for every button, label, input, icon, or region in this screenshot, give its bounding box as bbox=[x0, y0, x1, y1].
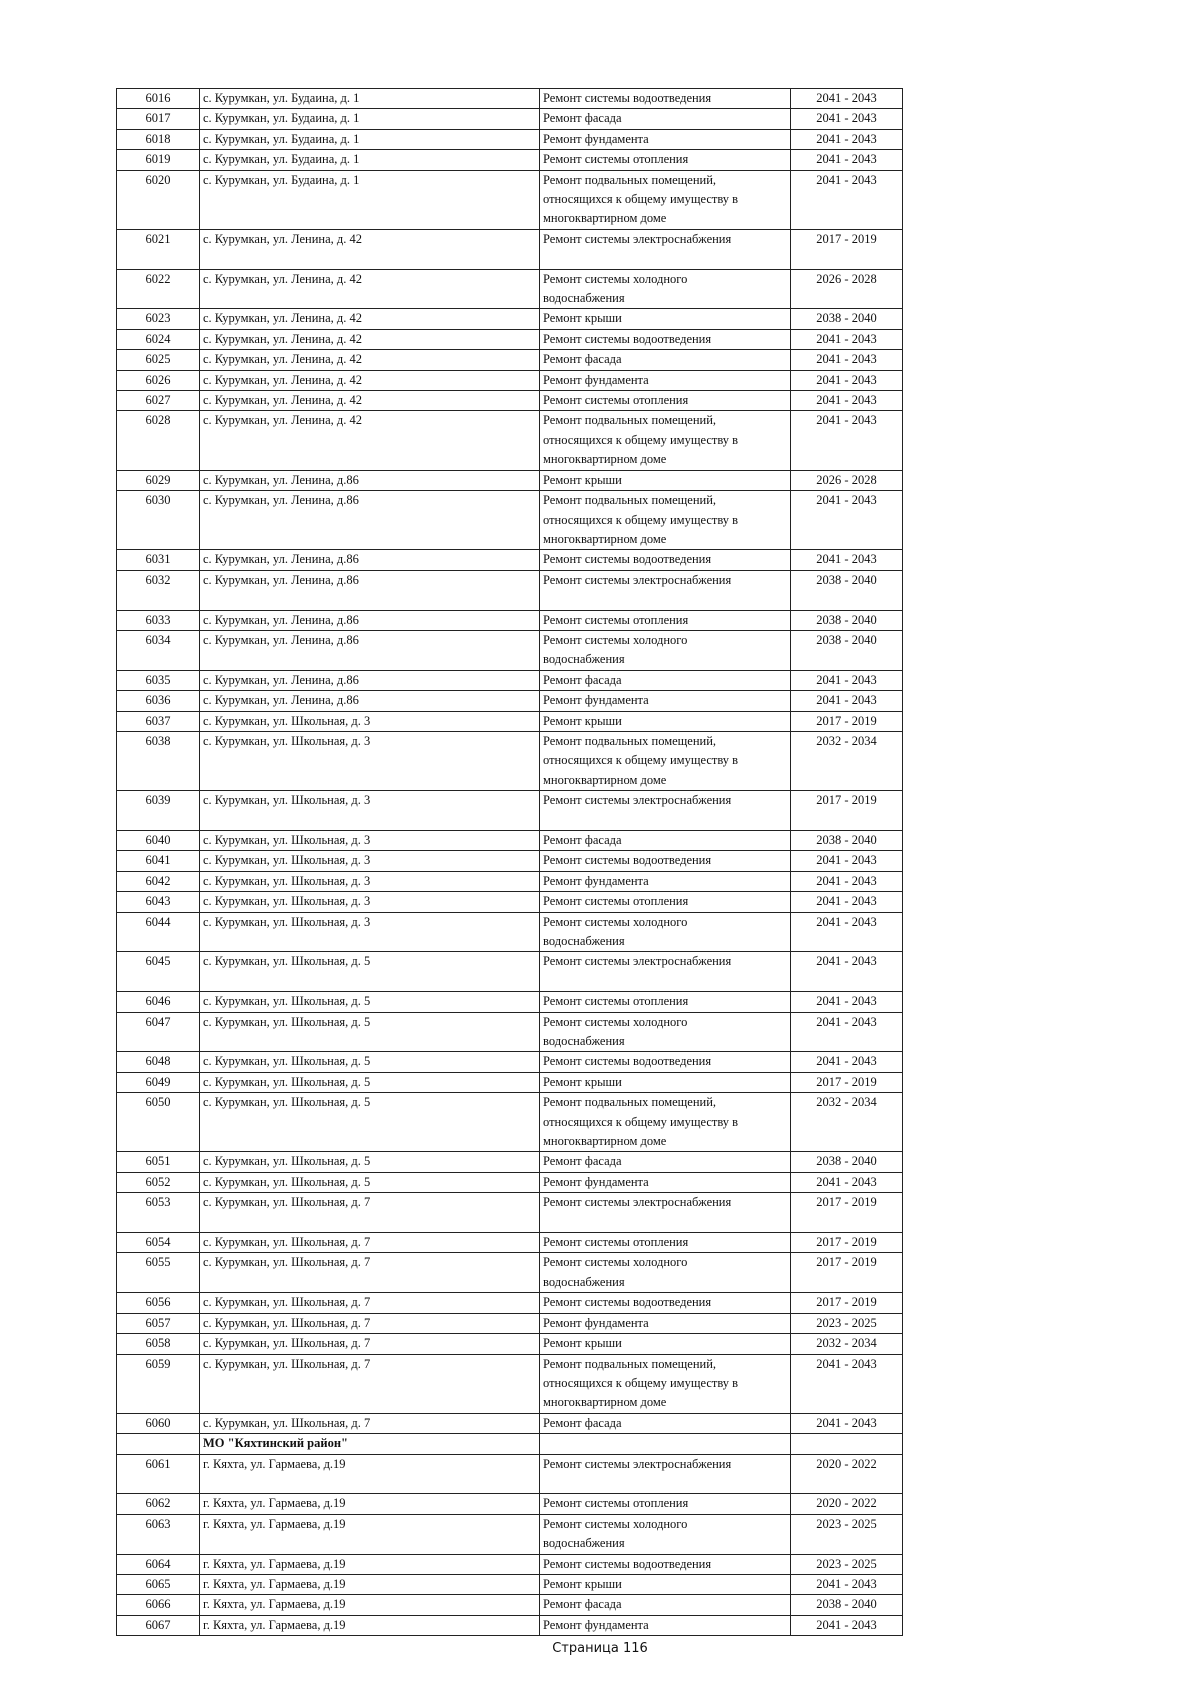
address-cell: с. Курумкан, ул. Ленина, д. 42 bbox=[200, 329, 540, 349]
address-cell: с. Курумкан, ул. Школьная, д. 3 bbox=[200, 871, 540, 891]
period-cell: 2017 - 2019 bbox=[791, 711, 903, 731]
period-cell: 2041 - 2043 bbox=[791, 1354, 903, 1413]
table-row bbox=[117, 731, 903, 790]
work-type-cell: Ремонт крыши bbox=[540, 711, 791, 731]
address-cell: с. Курумкан, ул. Ленина, д. 42 bbox=[200, 391, 540, 411]
row-number: 6042 bbox=[117, 871, 200, 891]
work-type-cell: Ремонт фасада bbox=[540, 1413, 791, 1433]
row-number: 6017 bbox=[117, 109, 200, 129]
table-body bbox=[117, 89, 903, 1636]
row-number: 6059 bbox=[117, 1354, 200, 1413]
row-number: 6026 bbox=[117, 370, 200, 390]
row-number: 6018 bbox=[117, 129, 200, 149]
table-row bbox=[117, 952, 903, 992]
work-type-cell: Ремонт системы отопления bbox=[540, 150, 791, 170]
table-row bbox=[117, 1595, 903, 1615]
period-cell: 2041 - 2043 bbox=[791, 150, 903, 170]
table-row bbox=[117, 1514, 903, 1554]
table-row bbox=[117, 1313, 903, 1333]
address-cell: с. Курумкан, ул. Ленина, д. 42 bbox=[200, 350, 540, 370]
address-cell: с. Курумкан, ул. Школьная, д. 3 bbox=[200, 711, 540, 731]
address-cell: с. Курумкан, ул. Ленина, д. 42 bbox=[200, 229, 540, 269]
work-type-cell: Ремонт системы холодного водоснабжения bbox=[540, 1514, 791, 1554]
table-row bbox=[117, 1334, 903, 1354]
address-cell: с. Курумкан, ул. Школьная, д. 7 bbox=[200, 1193, 540, 1233]
period-cell: 2041 - 2043 bbox=[791, 670, 903, 690]
address-cell: с. Курумкан, ул. Школьная, д. 3 bbox=[200, 851, 540, 871]
address-cell: с. Курумкан, ул. Ленина, д. 42 bbox=[200, 309, 540, 329]
row-number: 6047 bbox=[117, 1012, 200, 1052]
period-cell: 2041 - 2043 bbox=[791, 892, 903, 912]
work-type-cell: Ремонт крыши bbox=[540, 1072, 791, 1092]
row-number: 6063 bbox=[117, 1514, 200, 1554]
address-cell: с. Курумкан, ул. Школьная, д. 5 bbox=[200, 1012, 540, 1052]
period-cell: 2041 - 2043 bbox=[791, 1012, 903, 1052]
table-row bbox=[117, 912, 903, 952]
table-row bbox=[117, 1454, 903, 1494]
row-number: 6025 bbox=[117, 350, 200, 370]
address-cell: с. Курумкан, ул. Ленина, д.86 bbox=[200, 491, 540, 550]
row-number: 6050 bbox=[117, 1093, 200, 1152]
row-number: 6032 bbox=[117, 570, 200, 610]
period-cell: 2041 - 2043 bbox=[791, 851, 903, 871]
row-number: 6040 bbox=[117, 830, 200, 850]
address-cell: с. Курумкан, ул. Школьная, д. 3 bbox=[200, 892, 540, 912]
work-type-cell: Ремонт подвальных помещений, относящихся к общему имуществу в многоквартирном доме bbox=[540, 411, 791, 470]
table-row bbox=[117, 470, 903, 490]
row-number: 6016 bbox=[117, 89, 200, 109]
address-cell: с. Курумкан, ул. Школьная, д. 7 bbox=[200, 1413, 540, 1433]
work-type-cell: Ремонт крыши bbox=[540, 1334, 791, 1354]
work-type-cell: Ремонт системы электроснабжения bbox=[540, 229, 791, 269]
work-type-cell: Ремонт крыши bbox=[540, 309, 791, 329]
work-type-cell: Ремонт системы электроснабжения bbox=[540, 1454, 791, 1494]
row-number: 6039 bbox=[117, 791, 200, 831]
section-period-cell bbox=[791, 1434, 903, 1454]
row-number: 6019 bbox=[117, 150, 200, 170]
period-cell: 2017 - 2019 bbox=[791, 791, 903, 831]
address-cell: с. Курумкан, ул. Школьная, д. 7 bbox=[200, 1354, 540, 1413]
table-row bbox=[117, 570, 903, 610]
row-number: 6023 bbox=[117, 309, 200, 329]
work-type-cell: Ремонт системы водоотведения bbox=[540, 89, 791, 109]
period-cell: 2038 - 2040 bbox=[791, 830, 903, 850]
work-type-cell: Ремонт системы холодного водоснабжения bbox=[540, 1012, 791, 1052]
period-cell: 2041 - 2043 bbox=[791, 992, 903, 1012]
period-cell: 2041 - 2043 bbox=[791, 391, 903, 411]
period-cell: 2041 - 2043 bbox=[791, 370, 903, 390]
address-cell: с. Курумкан, ул. Школьная, д. 5 bbox=[200, 1172, 540, 1192]
work-type-cell: Ремонт системы водоотведения bbox=[540, 329, 791, 349]
row-number: 6020 bbox=[117, 170, 200, 229]
work-type-cell: Ремонт фасада bbox=[540, 1595, 791, 1615]
work-type-cell: Ремонт подвальных помещений, относящихся к общему имуществу в многоквартирном доме bbox=[540, 170, 791, 229]
table-row bbox=[117, 992, 903, 1012]
address-cell: с. Курумкан, ул. Школьная, д. 3 bbox=[200, 731, 540, 790]
address-cell: с. Курумкан, ул. Ленина, д.86 bbox=[200, 570, 540, 610]
address-cell: г. Кяхта, ул. Гармаева, д.19 bbox=[200, 1574, 540, 1594]
row-number: 6021 bbox=[117, 229, 200, 269]
table-row bbox=[117, 1574, 903, 1594]
work-type-cell: Ремонт фундамента bbox=[540, 871, 791, 891]
table-row bbox=[117, 1072, 903, 1092]
table-row bbox=[117, 350, 903, 370]
table-row bbox=[117, 1413, 903, 1433]
table-row bbox=[117, 109, 903, 129]
work-type-cell: Ремонт системы водоотведения bbox=[540, 550, 791, 570]
address-cell: с. Курумкан, ул. Школьная, д. 7 bbox=[200, 1313, 540, 1333]
table-row bbox=[117, 1012, 903, 1052]
table-row bbox=[117, 1152, 903, 1172]
period-cell: 2041 - 2043 bbox=[791, 691, 903, 711]
work-type-cell: Ремонт подвальных помещений, относящихся к общему имуществу в многоквартирном доме bbox=[540, 1093, 791, 1152]
period-cell: 2038 - 2040 bbox=[791, 1595, 903, 1615]
period-cell: 2017 - 2019 bbox=[791, 1072, 903, 1092]
work-type-cell: Ремонт системы водоотведения bbox=[540, 1293, 791, 1313]
table-row bbox=[117, 170, 903, 229]
row-number: 6056 bbox=[117, 1293, 200, 1313]
row-number: 6037 bbox=[117, 711, 200, 731]
row-number: 6030 bbox=[117, 491, 200, 550]
address-cell: с. Курумкан, ул. Школьная, д. 5 bbox=[200, 1093, 540, 1152]
period-cell: 2032 - 2034 bbox=[791, 1334, 903, 1354]
work-type-cell: Ремонт фасада bbox=[540, 670, 791, 690]
address-cell: с. Курумкан, ул. Ленина, д.86 bbox=[200, 630, 540, 670]
table-row bbox=[117, 229, 903, 269]
address-cell: с. Курумкан, ул. Школьная, д. 3 bbox=[200, 830, 540, 850]
work-type-cell: Ремонт системы электроснабжения bbox=[540, 1193, 791, 1233]
period-cell: 2032 - 2034 bbox=[791, 1093, 903, 1152]
work-type-cell: Ремонт системы отопления bbox=[540, 992, 791, 1012]
row-number: 6028 bbox=[117, 411, 200, 470]
row-number: 6062 bbox=[117, 1494, 200, 1514]
row-number: 6034 bbox=[117, 630, 200, 670]
row-number: 6049 bbox=[117, 1072, 200, 1092]
work-type-cell: Ремонт фасада bbox=[540, 1152, 791, 1172]
address-cell: с. Курумкан, ул. Ленина, д. 42 bbox=[200, 269, 540, 309]
address-cell: с. Курумкан, ул. Школьная, д. 5 bbox=[200, 1152, 540, 1172]
section-num-cell bbox=[117, 1434, 200, 1454]
table-row bbox=[117, 491, 903, 550]
period-cell: 2017 - 2019 bbox=[791, 1193, 903, 1233]
period-cell: 2041 - 2043 bbox=[791, 329, 903, 349]
table-row bbox=[117, 830, 903, 850]
address-cell: с. Курумкан, ул. Школьная, д. 5 bbox=[200, 1052, 540, 1072]
address-cell: с. Курумкан, ул. Школьная, д. 5 bbox=[200, 952, 540, 992]
address-cell: с. Курумкан, ул. Школьная, д. 3 bbox=[200, 791, 540, 831]
period-cell: 2041 - 2043 bbox=[791, 170, 903, 229]
address-cell: с. Курумкан, ул. Школьная, д. 7 bbox=[200, 1233, 540, 1253]
period-cell: 2041 - 2043 bbox=[791, 129, 903, 149]
table-row bbox=[117, 1193, 903, 1233]
address-cell: с. Курумкан, ул. Школьная, д. 7 bbox=[200, 1334, 540, 1354]
table-row bbox=[117, 711, 903, 731]
table-row bbox=[117, 370, 903, 390]
work-type-cell: Ремонт фундамента bbox=[540, 1313, 791, 1333]
period-cell: 2017 - 2019 bbox=[791, 1253, 903, 1293]
address-cell: с. Курумкан, ул. Школьная, д. 3 bbox=[200, 912, 540, 952]
work-type-cell: Ремонт системы водоотведения bbox=[540, 851, 791, 871]
period-cell: 2017 - 2019 bbox=[791, 229, 903, 269]
period-cell: 2017 - 2019 bbox=[791, 1233, 903, 1253]
row-number: 6064 bbox=[117, 1554, 200, 1574]
work-type-cell: Ремонт подвальных помещений, относящихся к общему имуществу в многоквартирном доме bbox=[540, 1354, 791, 1413]
address-cell: г. Кяхта, ул. Гармаева, д.19 bbox=[200, 1454, 540, 1494]
row-number: 6053 bbox=[117, 1193, 200, 1233]
work-type-cell: Ремонт системы холодного водоснабжения bbox=[540, 912, 791, 952]
table-row bbox=[117, 1615, 903, 1635]
row-number: 6022 bbox=[117, 269, 200, 309]
row-number: 6048 bbox=[117, 1052, 200, 1072]
row-number: 6065 bbox=[117, 1574, 200, 1594]
period-cell: 2032 - 2034 bbox=[791, 731, 903, 790]
table-row bbox=[117, 871, 903, 891]
table-row bbox=[117, 670, 903, 690]
address-cell: с. Курумкан, ул. Школьная, д. 7 bbox=[200, 1293, 540, 1313]
period-cell: 2041 - 2043 bbox=[791, 1413, 903, 1433]
address-cell: с. Курумкан, ул. Ленина, д. 42 bbox=[200, 370, 540, 390]
address-cell: с. Курумкан, ул. Ленина, д. 42 bbox=[200, 411, 540, 470]
row-number: 6035 bbox=[117, 670, 200, 690]
work-type-cell: Ремонт фундамента bbox=[540, 691, 791, 711]
table-row bbox=[117, 89, 903, 109]
section-title: МО "Кяхтинский район" bbox=[200, 1434, 540, 1454]
row-number: 6066 bbox=[117, 1595, 200, 1615]
row-number: 6054 bbox=[117, 1233, 200, 1253]
work-type-cell: Ремонт системы холодного водоснабжения bbox=[540, 630, 791, 670]
address-cell: г. Кяхта, ул. Гармаева, д.19 bbox=[200, 1494, 540, 1514]
period-cell: 2023 - 2025 bbox=[791, 1514, 903, 1554]
address-cell: г. Кяхта, ул. Гармаева, д.19 bbox=[200, 1595, 540, 1615]
section-work-cell bbox=[540, 1434, 791, 1454]
row-number: 6043 bbox=[117, 892, 200, 912]
period-cell: 2026 - 2028 bbox=[791, 470, 903, 490]
work-type-cell: Ремонт системы холодного водоснабжения bbox=[540, 1253, 791, 1293]
address-cell: с. Курумкан, ул. Будаина, д. 1 bbox=[200, 170, 540, 229]
table-row bbox=[117, 1093, 903, 1152]
work-type-cell: Ремонт системы водоотведения bbox=[540, 1052, 791, 1072]
period-cell: 2026 - 2028 bbox=[791, 269, 903, 309]
table-row bbox=[117, 851, 903, 871]
period-cell: 2041 - 2043 bbox=[791, 550, 903, 570]
period-cell: 2038 - 2040 bbox=[791, 610, 903, 630]
work-type-cell: Ремонт системы водоотведения bbox=[540, 1554, 791, 1574]
row-number: 6055 bbox=[117, 1253, 200, 1293]
page-number: Страница 116 bbox=[552, 1641, 648, 1656]
period-cell: 2020 - 2022 bbox=[791, 1454, 903, 1494]
period-cell: 2041 - 2043 bbox=[791, 1615, 903, 1635]
period-cell: 2041 - 2043 bbox=[791, 871, 903, 891]
row-number: 6045 bbox=[117, 952, 200, 992]
work-type-cell: Ремонт системы отопления bbox=[540, 610, 791, 630]
table-row bbox=[117, 1354, 903, 1413]
work-type-cell: Ремонт подвальных помещений, относящихся к общему имуществу в многоквартирном доме bbox=[540, 731, 791, 790]
period-cell: 2038 - 2040 bbox=[791, 630, 903, 670]
period-cell: 2038 - 2040 bbox=[791, 309, 903, 329]
address-cell: с. Курумкан, ул. Ленина, д.86 bbox=[200, 610, 540, 630]
work-type-cell: Ремонт подвальных помещений, относящихся к общему имуществу в многоквартирном доме bbox=[540, 491, 791, 550]
table-row bbox=[117, 411, 903, 470]
work-type-cell: Ремонт крыши bbox=[540, 1574, 791, 1594]
address-cell: с. Курумкан, ул. Школьная, д. 5 bbox=[200, 992, 540, 1012]
period-cell: 2038 - 2040 bbox=[791, 570, 903, 610]
row-number: 6044 bbox=[117, 912, 200, 952]
address-cell: с. Курумкан, ул. Ленина, д.86 bbox=[200, 550, 540, 570]
table-row bbox=[117, 791, 903, 831]
row-number: 6031 bbox=[117, 550, 200, 570]
work-type-cell: Ремонт системы отопления bbox=[540, 1233, 791, 1253]
period-cell: 2023 - 2025 bbox=[791, 1554, 903, 1574]
section-header-row bbox=[117, 1434, 903, 1454]
address-cell: с. Курумкан, ул. Ленина, д.86 bbox=[200, 691, 540, 711]
work-type-cell: Ремонт фундамента bbox=[540, 370, 791, 390]
period-cell: 2017 - 2019 bbox=[791, 1293, 903, 1313]
table-row bbox=[117, 1233, 903, 1253]
row-number: 6036 bbox=[117, 691, 200, 711]
period-cell: 2041 - 2043 bbox=[791, 350, 903, 370]
work-type-cell: Ремонт крыши bbox=[540, 470, 791, 490]
work-type-cell: Ремонт системы электроснабжения bbox=[540, 952, 791, 992]
period-cell: 2038 - 2040 bbox=[791, 1152, 903, 1172]
row-number: 6060 bbox=[117, 1413, 200, 1433]
period-cell: 2041 - 2043 bbox=[791, 491, 903, 550]
work-type-cell: Ремонт фундамента bbox=[540, 1172, 791, 1192]
table-row bbox=[117, 630, 903, 670]
row-number: 6051 bbox=[117, 1152, 200, 1172]
row-number: 6027 bbox=[117, 391, 200, 411]
work-type-cell: Ремонт фундамента bbox=[540, 1615, 791, 1635]
row-number: 6061 bbox=[117, 1454, 200, 1494]
row-number: 6029 bbox=[117, 470, 200, 490]
address-cell: с. Курумкан, ул. Будаина, д. 1 bbox=[200, 89, 540, 109]
period-cell: 2041 - 2043 bbox=[791, 109, 903, 129]
table-row bbox=[117, 610, 903, 630]
address-cell: с. Курумкан, ул. Будаина, д. 1 bbox=[200, 129, 540, 149]
table-row bbox=[117, 150, 903, 170]
table-row bbox=[117, 391, 903, 411]
row-number: 6057 bbox=[117, 1313, 200, 1333]
table-row bbox=[117, 1172, 903, 1192]
address-cell: г. Кяхта, ул. Гармаева, д.19 bbox=[200, 1514, 540, 1554]
address-cell: с. Курумкан, ул. Школьная, д. 5 bbox=[200, 1072, 540, 1092]
row-number: 6046 bbox=[117, 992, 200, 1012]
address-cell: с. Курумкан, ул. Школьная, д. 7 bbox=[200, 1253, 540, 1293]
work-type-cell: Ремонт системы холодного водоснабжения bbox=[540, 269, 791, 309]
address-cell: с. Курумкан, ул. Будаина, д. 1 bbox=[200, 150, 540, 170]
row-number: 6058 bbox=[117, 1334, 200, 1354]
period-cell: 2041 - 2043 bbox=[791, 952, 903, 992]
table-row bbox=[117, 329, 903, 349]
table-row bbox=[117, 1293, 903, 1313]
work-type-cell: Ремонт фундамента bbox=[540, 129, 791, 149]
table-row bbox=[117, 269, 903, 309]
period-cell: 2020 - 2022 bbox=[791, 1494, 903, 1514]
work-type-cell: Ремонт фасада bbox=[540, 109, 791, 129]
table-row bbox=[117, 1253, 903, 1293]
address-cell: г. Кяхта, ул. Гармаева, д.19 bbox=[200, 1615, 540, 1635]
work-type-cell: Ремонт системы отопления bbox=[540, 1494, 791, 1514]
work-type-cell: Ремонт системы отопления bbox=[540, 892, 791, 912]
address-cell: с. Курумкан, ул. Ленина, д.86 bbox=[200, 670, 540, 690]
period-cell: 2041 - 2043 bbox=[791, 1052, 903, 1072]
period-cell: 2041 - 2043 bbox=[791, 1172, 903, 1192]
table-row bbox=[117, 1554, 903, 1574]
table-row bbox=[117, 309, 903, 329]
address-cell: с. Курумкан, ул. Ленина, д.86 bbox=[200, 470, 540, 490]
repair-schedule-table bbox=[116, 88, 903, 1636]
row-number: 6024 bbox=[117, 329, 200, 349]
row-number: 6033 bbox=[117, 610, 200, 630]
period-cell: 2041 - 2043 bbox=[791, 912, 903, 952]
work-type-cell: Ремонт фасада bbox=[540, 830, 791, 850]
table-row bbox=[117, 691, 903, 711]
work-type-cell: Ремонт фасада bbox=[540, 350, 791, 370]
row-number: 6052 bbox=[117, 1172, 200, 1192]
table-row bbox=[117, 129, 903, 149]
work-type-cell: Ремонт системы электроснабжения bbox=[540, 791, 791, 831]
period-cell: 2041 - 2043 bbox=[791, 411, 903, 470]
work-type-cell: Ремонт системы электроснабжения bbox=[540, 570, 791, 610]
period-cell: 2041 - 2043 bbox=[791, 1574, 903, 1594]
row-number: 6038 bbox=[117, 731, 200, 790]
table-row bbox=[117, 1052, 903, 1072]
work-type-cell: Ремонт системы отопления bbox=[540, 391, 791, 411]
table-row bbox=[117, 1494, 903, 1514]
row-number: 6067 bbox=[117, 1615, 200, 1635]
row-number: 6041 bbox=[117, 851, 200, 871]
address-cell: г. Кяхта, ул. Гармаева, д.19 bbox=[200, 1554, 540, 1574]
period-cell: 2023 - 2025 bbox=[791, 1313, 903, 1333]
period-cell: 2041 - 2043 bbox=[791, 89, 903, 109]
table-row bbox=[117, 892, 903, 912]
table-row bbox=[117, 550, 903, 570]
address-cell: с. Курумкан, ул. Будаина, д. 1 bbox=[200, 109, 540, 129]
